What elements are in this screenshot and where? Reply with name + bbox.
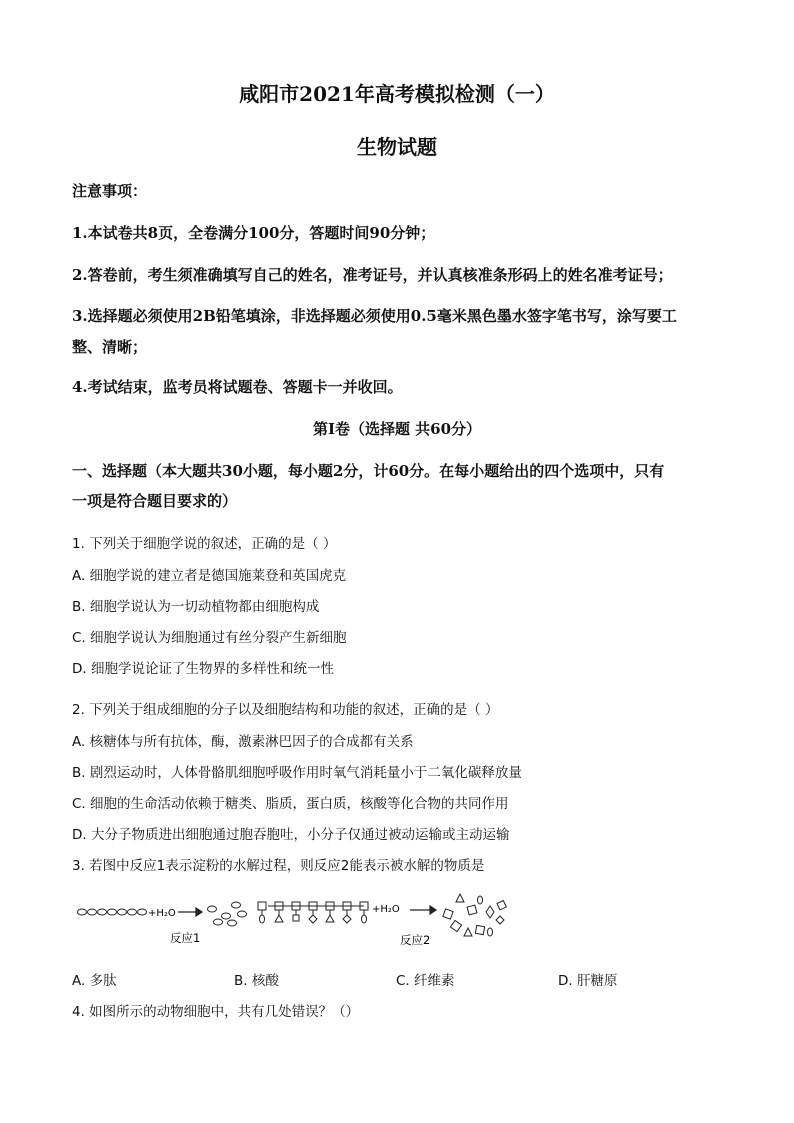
- reaction1-chain: [78, 909, 147, 915]
- section-instruction: 一项是符合题目要求的）: [72, 492, 238, 510]
- water-label: +H₂O: [372, 904, 400, 915]
- option-c: C. 细胞的生命活动依赖于糖类、脂质，蛋白质，核酸等化合物的共同作用: [72, 796, 509, 812]
- question-stem: 1. 下列关于细胞学说的叙述，正确的是（ ）: [72, 536, 337, 552]
- option-a: A. 核糖体与所有抗体，酶，激素淋巴因子的合成都有关系: [72, 734, 414, 750]
- option-d: D. 肝糖原: [558, 973, 618, 989]
- question-stem: 3. 若图中反应1表示淀粉的水解过程，则反应2能表示被水解的物质是: [72, 858, 485, 874]
- notice-item: 整、清晰；: [72, 338, 148, 356]
- notice-item: 1.本试卷共8页，全卷满分100分，答题时间90分钟；: [72, 224, 436, 242]
- option-d: D. 大分子物质进出细胞通过胞吞胞吐，小分子仅通过被动运输或主动运输: [72, 827, 510, 843]
- section-instruction: 一、选择题（本大题共30小题，每小题2分，计60分。在每小题给出的四个选项中，只有: [72, 462, 665, 480]
- subject-title: 生物试题: [357, 135, 437, 159]
- arrow-icon: [410, 906, 436, 914]
- notice-item: 4.考试结束，监考员将试题卷、答题卡一并收回。: [72, 378, 403, 396]
- option-a: A. 多肽: [72, 973, 117, 989]
- part-title: 第Ⅰ卷（选择题 共60分）: [312, 420, 482, 438]
- hydrolysis-figure: [72, 892, 512, 954]
- arrow-icon: [178, 908, 202, 916]
- option-b: B. 剧烈运动时，人体骨骼肌细胞呼吸作用时氧气消耗量小于二氧化碳释放量: [72, 765, 522, 781]
- reaction2-chain: [258, 902, 368, 923]
- notice-item: 2.答卷前，考生须准确填写自己的姓名，准考证号，并认真核准条形码上的姓名准考证号；: [72, 266, 673, 284]
- notice-heading: 注意事项：: [72, 182, 148, 200]
- notice-item: 3.选择题必须使用2B铅笔填涂，非选择题必须使用0.5毫米黑色墨水签字笔书写，涂写要工: [72, 307, 677, 325]
- question-stem: 2. 下列关于组成细胞的分子以及细胞结构和功能的叙述，正确的是（ ）: [72, 702, 499, 718]
- reaction1-products: [208, 902, 247, 926]
- option-c: C. 纤维素: [396, 973, 455, 989]
- water-label: +H₂O: [148, 908, 176, 919]
- option-b: B. 细胞学说认为一切动植物都由细胞构成: [72, 599, 320, 615]
- option-d: D. 细胞学说论证了生物界的多样性和统一性: [72, 661, 334, 677]
- option-b: B. 核酸: [234, 973, 279, 989]
- question-stem: 4. 如图所示的动物细胞中，共有几处错误？（）: [72, 1004, 360, 1020]
- reaction1-label: 反应1: [170, 931, 201, 945]
- page-title: 咸阳市2021年高考模拟检测（一）: [239, 82, 555, 106]
- option-a: A. 细胞学说的建立者是德国施莱登和英国虎克: [72, 568, 347, 584]
- reaction2-label: 反应2: [400, 933, 431, 947]
- option-c: C. 细胞学说认为细胞通过有丝分裂产生新细胞: [72, 630, 347, 646]
- reaction2-products: [443, 894, 506, 936]
